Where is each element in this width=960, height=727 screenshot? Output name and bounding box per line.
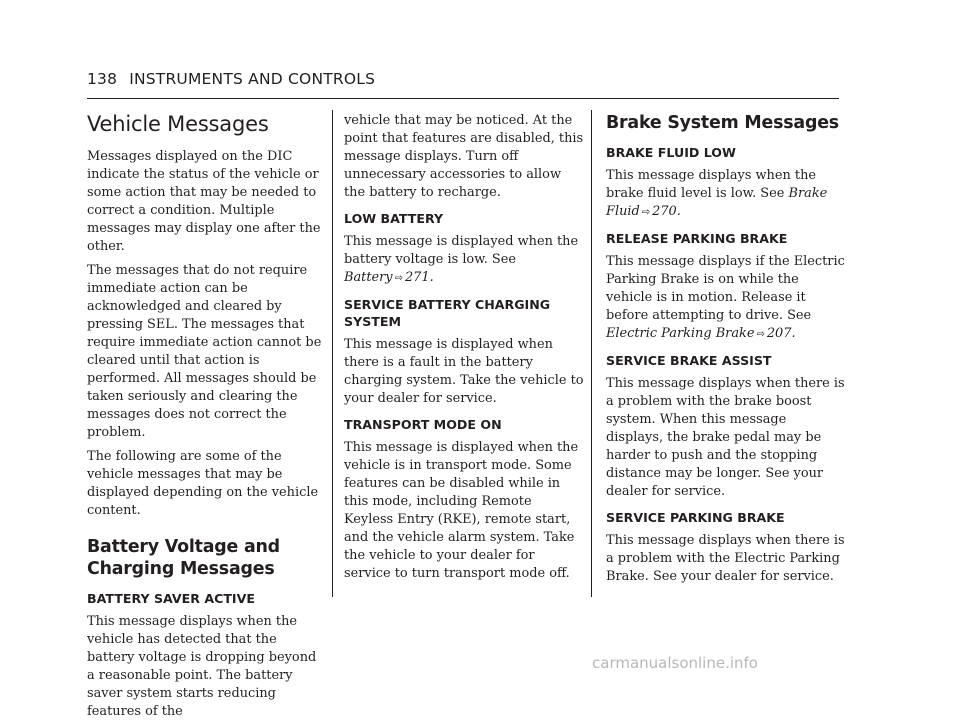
battery-saver-text-continued: vehicle that may be noticed. At the point that features are disabled, this message displays. Turn off unnecessary accessories to allow the battery to recharge. xyxy=(344,113,584,200)
column-divider-2 xyxy=(591,110,592,597)
transport-mode-text: This message is displayed when the vehicle is in transport mode. Some features can be disabled while in this mode, including Remote Keyless Entry (RKE), remote start, and the vehicle alarm system. Take the vehicle to your dealer for service to turn transport mode off. xyxy=(344,440,579,581)
battery-saver-text: This message displays when the vehicle has detected that the battery voltage is dropping beyond a reasonable point. The battery saver system starts reducing features of the xyxy=(87,614,317,719)
brake-section-title: Brake System Messages xyxy=(606,113,839,133)
release-parking-brake-heading: RELEASE PARKING BRAKE xyxy=(606,231,788,246)
service-battery-heading: SERVICE BATTERY CHARGING SYSTEM xyxy=(344,297,551,329)
service-parking-brake-heading: SERVICE PARKING BRAKE xyxy=(606,510,785,525)
brake-fluid-text: This message displays when the brake fluid level is low. See Brake Fluid ⇨ 270. xyxy=(606,168,828,219)
intro-paragraph-1: Messages displayed on the DIC indicate the status of the vehicle or some action that may be needed to correct a condition. Multiple messages may display one after the other. xyxy=(87,149,321,254)
service-brake-assist-text: This message displays when there is a problem with the brake boost system. When this message displays, the brake pedal may be harder to push and the stopping distance may be longer. See your dealer for service. xyxy=(606,376,845,499)
low-battery-heading: LOW BATTERY xyxy=(344,211,444,226)
column-3 xyxy=(606,112,846,592)
brake-fluid-link[interactable]: Brake Fluid ⇨ 270. xyxy=(606,186,828,219)
service-battery-text: This message is displayed when there is a fault in the battery charging system. Take the vehicle to your dealer for service. xyxy=(344,337,584,406)
column-2 xyxy=(344,112,584,589)
page-ref-icon: ⇨ xyxy=(756,329,765,340)
page-number: 138 xyxy=(87,70,118,88)
section-name: INSTRUMENTS AND CONTROLS xyxy=(129,70,376,88)
battery-section-title: Battery Voltage and Charging Messages xyxy=(87,537,280,579)
battery-saver-heading: BATTERY SAVER ACTIVE xyxy=(87,591,255,606)
release-parking-brake-text: This message displays if the Electric Parking Brake is on while the vehicle is in motion. Release it before attempting to drive. See Electric Parking Brake ⇨ 207. xyxy=(606,254,845,341)
low-battery-text: This message is displayed when the battery voltage is low. See Battery ⇨ 271. xyxy=(344,234,579,285)
vehicle-messages-title: Vehicle Messages xyxy=(87,112,269,136)
transport-mode-heading: TRANSPORT MODE ON xyxy=(344,417,502,432)
brake-fluid-heading: BRAKE FLUID LOW xyxy=(606,145,736,160)
column-divider-1 xyxy=(332,110,333,597)
service-parking-brake-text: This message displays when there is a problem with the Electric Parking Brake. See your dealer for service. xyxy=(606,533,845,584)
service-brake-assist-heading: SERVICE BRAKE ASSIST xyxy=(606,353,772,368)
watermark-text: carmanualsonline.info xyxy=(592,654,758,672)
column-1 xyxy=(87,112,327,727)
battery-link[interactable]: Battery ⇨ 271. xyxy=(344,270,434,285)
intro-paragraph-3: The following are some of the vehicle messages that may be displayed depending on the vehicle content. xyxy=(87,449,319,518)
page-ref-icon: ⇨ xyxy=(394,273,403,284)
running-header xyxy=(87,70,375,88)
electric-parking-brake-link[interactable]: Electric Parking Brake ⇨ 207. xyxy=(606,326,796,341)
page-ref-icon: ⇨ xyxy=(641,207,651,218)
intro-paragraph-2: The messages that do not require immediate action can be acknowledged and cleared by pressing SEL. The messages that require immediate action cannot be cleared until that action is performed. All messages should be taken seriously and clearing the messages does not correct the problem. xyxy=(87,263,322,440)
header-rule xyxy=(87,98,839,99)
